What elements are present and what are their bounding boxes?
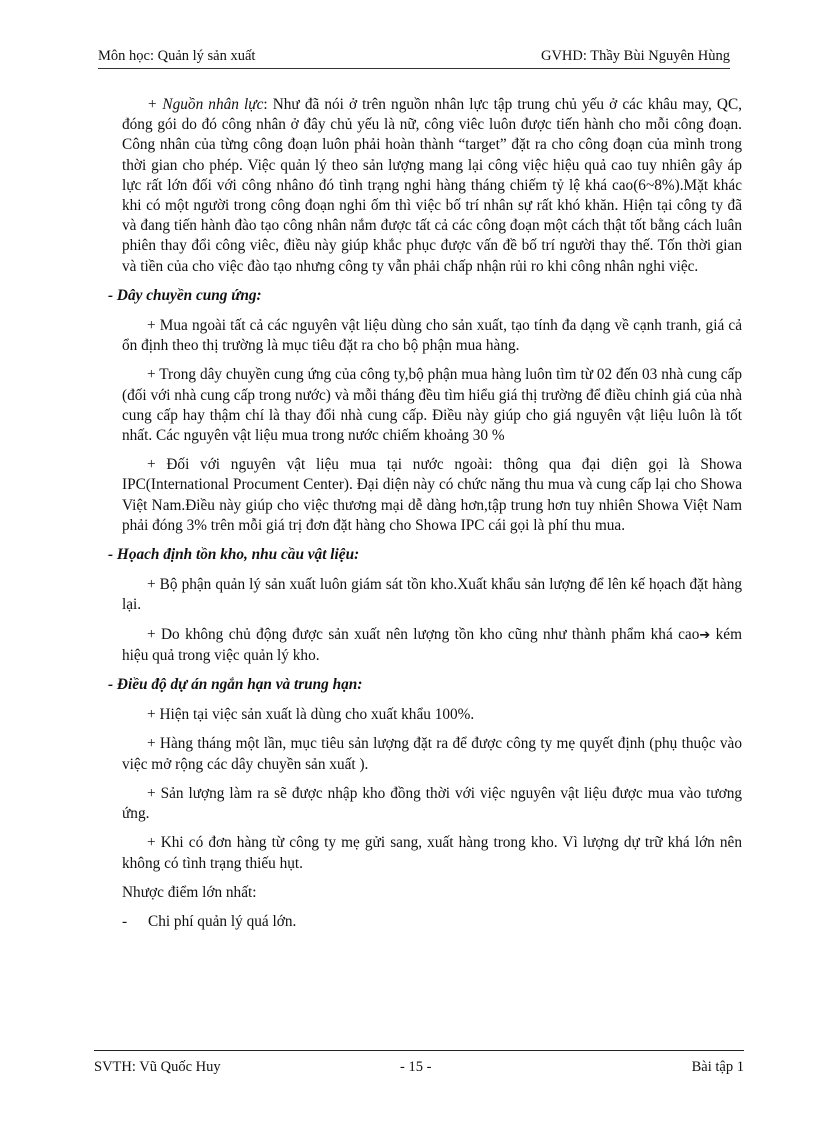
- page-header: [98, 46, 730, 69]
- footer-student: SVTH: Vũ Quốc Huy: [94, 1059, 221, 1075]
- header-course: Môn học: Quản lý sản xuất: [98, 48, 256, 64]
- footer-divider: [94, 1050, 744, 1051]
- list-item-text: Chi phí quản lý quá lớn.: [148, 912, 297, 930]
- paragraph-scheduling-4: + Khi có đơn hàng từ công ty mẹ gửi sang, xuất hàng trong kho. Vì lượng dự trữ khá lớn nên không có tình trạng thiếu hụt.: [122, 834, 742, 872]
- paragraph-weakness: Nhược điểm lớn nhất:: [122, 883, 257, 901]
- paragraph-scheduling-3: + Sản lượng làm ra sẽ được nhập kho đồng thời với việc nguyên vật liệu được mua vào tương ứng.: [122, 784, 742, 823]
- paragraph-supply-1: + Mua ngoài tất cả các nguyên vật liệu dùng cho sản xuất, tạo tính đa dạng về cạnh tranh, giá cả ổn định theo thị trường là mục tiêu đặt ra cho bộ phận mua hàng.: [122, 317, 742, 355]
- arrow-right-icon: ➔: [699, 627, 711, 643]
- human-resources-label: + Nguồn nhân lực: [147, 96, 264, 113]
- paragraph-scheduling-2: + Hàng tháng một lần, mục tiêu sản lượng đặt ra để được công ty mẹ quyết định (phụ thuộc vào việc mở rộng các dây chuyền sản xuất ).: [122, 735, 742, 773]
- paragraph-supply-3: + Đối với nguyên vật liệu mua tại nước ngoài: thông qua đại diện gọi là Showa IPC(International Procument Center). Đại diện này có chức năng thu mua và cung cấp lại cho Showa Việt Nam.Điều này giúp cho việc thương mại dễ dàng hơn,tập trung hơn tuy nhiên Showa Việt Nam phải đóng 3% trên mỗi giá trị đơn đặt hàng cho Showa IPC cái gọi là phí thu mua.: [122, 456, 742, 534]
- human-resources-text: : Như đã nói ở trên nguồn nhân lực tập trung chủ yếu ở các khâu may, QC, đóng gói do đó công nhân ở đây chủ yếu là nữ, công viêc luôn được tiến hành cho mỗi công đoạn. Công nhân của từng công đoạn luôn phải hoàn thành “target” đặt ra cho công đoạn của mình trong thời gian cho phép. Việc quản lý theo sản lượng mang lại công việc hiệu quả cao tuy nhiên gây áp lực rất lớn đối với công nhâno đó tình trạng nghi hàng tháng chiếm tỷ lệ khá cao(6~8%).Mặt khác khi có một người trong công đoạn nghi ốm thì việc bố trí nhân sự rất khó khăn. Hiện tại công ty đã và đang tiến hành đào tạo công nhân nắm được tất cả các công đoạn một cách thật tốt bằng cách luân phiên thay đổi công viêc, điều này giúp khắc phục được vấn đề bố trí người thay thế. Tốn thời gian và tiền của cho việc đào tạo nhưng công ty vẫn phải chấp nhận rủi ro khi công nhân nghi việc.: [122, 96, 742, 275]
- page-number: - 15 -: [400, 1059, 432, 1075]
- paragraph-supply-2: + Trong dây chuyền cung ứng của công ty,bộ phận mua hàng luôn tìm từ 02 đến 03 nhà cung cấp (đối với nhà cung cấp trong nước) và mỗi tháng đều tìm hiểu giá thị trường để điều chỉnh giá của nhà cung cấp hay thậm chí là thay đổi nhà cung cấp. Điều này giúp cho giá nguyên vật liệu luôn là tốt nhất. Các nguyên vật liệu mua trong nước chiếm khoảng 30 %: [122, 366, 742, 445]
- list-dash: -: [122, 912, 128, 930]
- heading-scheduling: - Điều độ dự án ngắn hạn và trung hạn:: [108, 676, 363, 694]
- footer-assignment: Bài tập 1: [691, 1059, 744, 1075]
- header-instructor: GVHD: Thầy Bùi Nguyên Hùng: [540, 48, 730, 64]
- inventory-2-text-b: kém hiệu quả trong việc quản lý kho.: [122, 625, 742, 664]
- heading-inventory-planning: - Họach định tồn kho, nhu cầu vật liệu:: [108, 546, 360, 564]
- inventory-2-text-a: + Do không chủ động được sản xuất nên lượng tồn kho cũng như thành phẩm khá cao: [147, 625, 700, 643]
- paragraph-human-resources: [122, 95, 742, 277]
- paragraph-inventory-2: [122, 625, 742, 666]
- paragraph-inventory-1: + Bộ phận quản lý sản xuất luôn giám sát tồn kho.Xuất khẩu sản lượng để lên kế họach đặt hàng lại.: [122, 576, 742, 614]
- heading-supply-chain: - Dây chuyền cung ứng:: [108, 286, 262, 304]
- document-body: [108, 95, 742, 941]
- paragraph-scheduling-1: + Hiện tại việc sản xuất là dùng cho xuất khẩu 100%.: [147, 706, 475, 724]
- list-item: [122, 912, 742, 932]
